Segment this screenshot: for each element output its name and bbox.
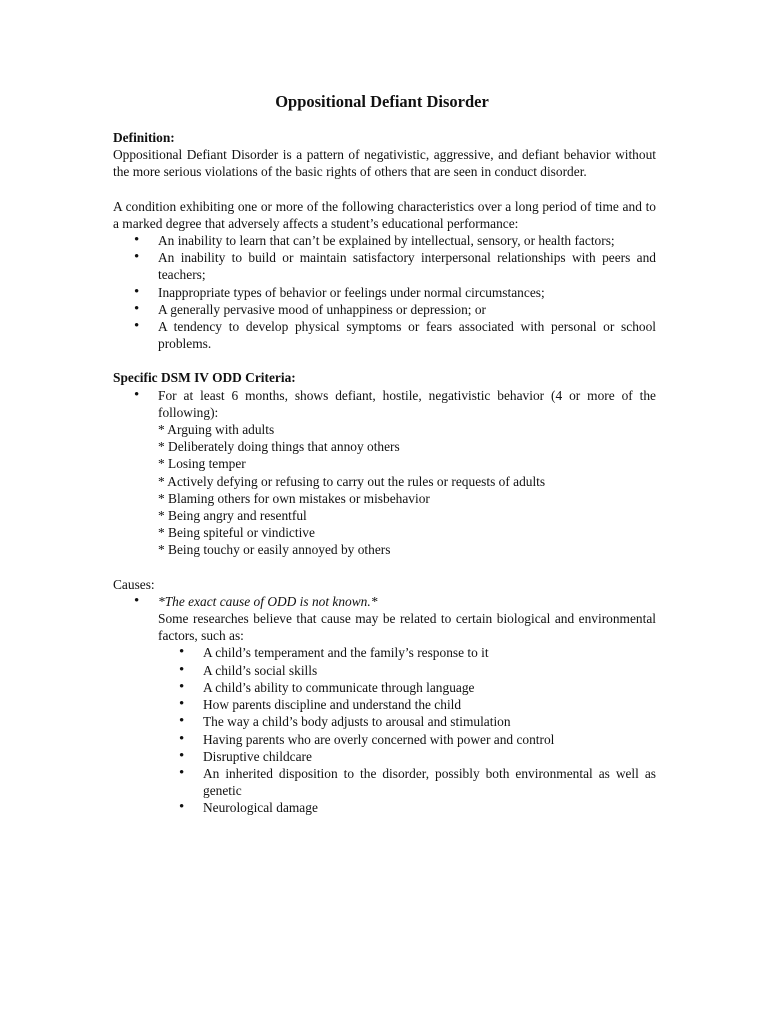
causes-list bbox=[113, 593, 656, 817]
condition-intro: A condition exhibiting one or more of the following characteristics over a long period of time and to a marked degree that adversely affects a student’s educational performance: bbox=[113, 198, 656, 231]
criteria-item: * Being spiteful or vindictive bbox=[158, 525, 315, 541]
criteria-list bbox=[113, 387, 656, 559]
condition-list bbox=[113, 232, 656, 352]
criteria-block bbox=[113, 387, 656, 559]
criteria-item: * Actively defying or refusing to carry out the rules or requests of adults bbox=[158, 473, 546, 489]
criteria-item: * Blaming others for own mistakes or misbehavior bbox=[158, 490, 430, 506]
list-item: • An inability to build or maintain satisfactory interpersonal relationships with peers and teachers; bbox=[113, 249, 656, 283]
criteria-item: * Deliberately doing things that annoy others bbox=[158, 439, 400, 455]
definition-text: Oppositional Defiant Disorder is a pattern of negativistic, aggressive, and defiant behavior without the more serious violations of the basic rights of others that are seen in conduct disorder. bbox=[113, 147, 656, 180]
factor-item: • The way a child’s body adjusts to arousal and stimulation bbox=[158, 713, 656, 730]
list-item: • A generally pervasive mood of unhappiness or depression; or bbox=[113, 301, 656, 318]
list-item: • A tendency to develop physical symptoms or fears associated with personal or school problems. bbox=[113, 318, 656, 352]
factor-item: • A child’s temperament and the family’s response to it bbox=[158, 644, 656, 661]
list-item: • An inability to learn that can’t be explained by intellectual, sensory, or health factors; bbox=[113, 232, 656, 249]
criteria-lead: • For at least 6 months, shows defiant, hostile, negativistic behavior (4 or more of the following): bbox=[158, 387, 656, 420]
criteria-item: * Being angry and resentful bbox=[158, 508, 307, 524]
causes-note: • *The exact cause of ODD is not known.* bbox=[158, 593, 378, 609]
factor-item: • Having parents who are overly concerned with power and control bbox=[158, 731, 656, 748]
factor-item: • A child’s ability to communicate through language bbox=[158, 679, 656, 696]
causes-text: Some researches believe that cause may be related to certain biological and environmental factors, such as: bbox=[158, 611, 656, 644]
spacer bbox=[113, 181, 656, 198]
spacer bbox=[113, 559, 656, 576]
criteria-heading: Specific DSM IV ODD Criteria: bbox=[113, 370, 296, 386]
factors-list bbox=[158, 644, 656, 816]
document-body bbox=[113, 129, 656, 817]
factor-item: • Disruptive childcare bbox=[158, 748, 656, 765]
criteria-item: * Being touchy or easily annoyed by others bbox=[158, 542, 391, 558]
factor-item: • How parents discipline and understand the child bbox=[158, 696, 656, 713]
criteria-item: * Arguing with adults bbox=[158, 422, 275, 438]
factor-item: • Neurological damage bbox=[158, 799, 656, 816]
list-item: • Inappropriate types of behavior or feelings under normal circumstances; bbox=[113, 284, 656, 301]
spacer bbox=[113, 352, 656, 369]
definition-heading: Definition: bbox=[113, 130, 175, 145]
causes-heading: Causes: bbox=[113, 576, 155, 592]
document-title: Oppositional Defiant Disorder bbox=[275, 92, 489, 111]
criteria-item: * Losing temper bbox=[158, 456, 246, 472]
causes-block bbox=[113, 593, 656, 817]
factor-item: • An inherited disposition to the disorder, possibly both environmental as well as genetic bbox=[158, 765, 656, 799]
factor-item: • A child’s social skills bbox=[158, 662, 656, 679]
